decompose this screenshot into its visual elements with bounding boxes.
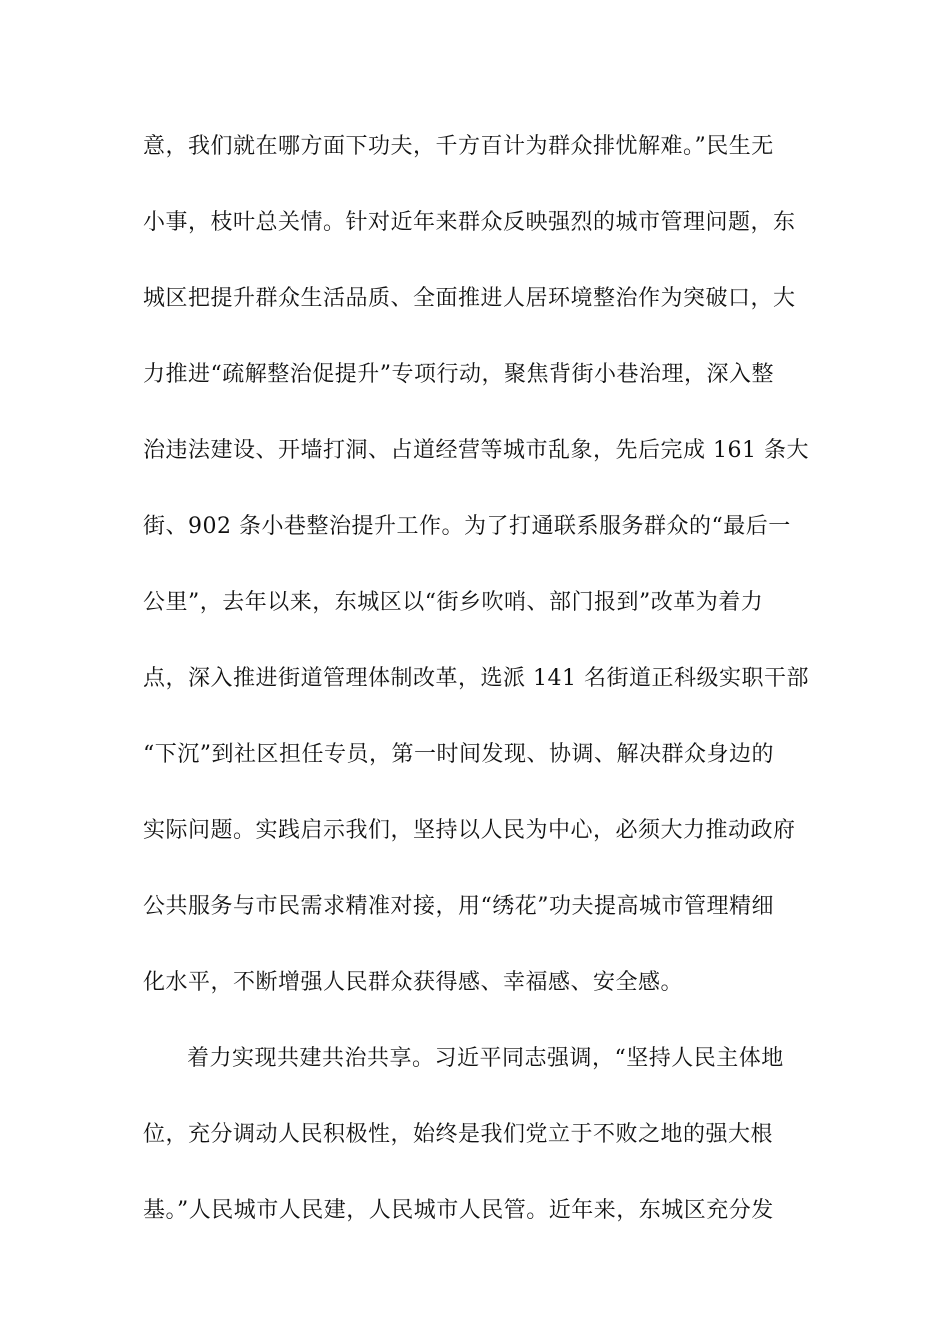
body-text xyxy=(143,122,809,1262)
text-line: 意，我们就在哪方面下功夫，千方百计为群众排忧解难。”民生无 xyxy=(143,134,774,159)
text-line: “下沉”到社区担任专员，第一时间发现、协调、解决群众身边的 xyxy=(143,742,774,767)
text-line: 公里”，去年以来，东城区以“街乡吹哨、部门报到”改革为着力 xyxy=(143,590,764,615)
text-line: 基。”人民城市人民建，人民城市人民管。近年来，东城区充分发 xyxy=(143,1198,774,1223)
text-line: 实际问题。实践启示我们，坚持以人民为中心，必须大力推动政府 xyxy=(143,818,796,843)
text-line: 位，充分调动人民积极性，始终是我们党立于不败之地的强大根 xyxy=(143,1122,774,1147)
text-line: 街、902 条小巷整治提升工作。为了打通联系服务群众的“最后一 xyxy=(143,514,791,539)
text-line: 力推进“疏解整治促提升”专项行动，聚焦背街小巷治理，深入整 xyxy=(143,362,774,387)
text-line: 公共服务与市民需求精准对接，用“绣花”功夫提高城市管理精细 xyxy=(143,894,774,919)
text-line: 小事，枝叶总关情。针对近年来群众反映强烈的城市管理问题，东 xyxy=(143,210,796,235)
text-line: 点，深入推进街道管理体制改革，选派 141 名街道正科级实职干部 xyxy=(143,666,809,691)
text-line: 城区把提升群众生活品质、全面推进人居环境整治作为突破口，大 xyxy=(143,286,796,311)
text-line: 治违法建设、开墙打洞、占道经营等城市乱象，先后完成 161 条大 xyxy=(143,438,809,463)
paragraph-start-line: 着力实现共建共治共享。习近平同志强调，“坚持人民主体地 xyxy=(187,1046,784,1071)
text-line: 化水平，不断增强人民群众获得感、幸福感、安全感。 xyxy=(143,970,684,995)
